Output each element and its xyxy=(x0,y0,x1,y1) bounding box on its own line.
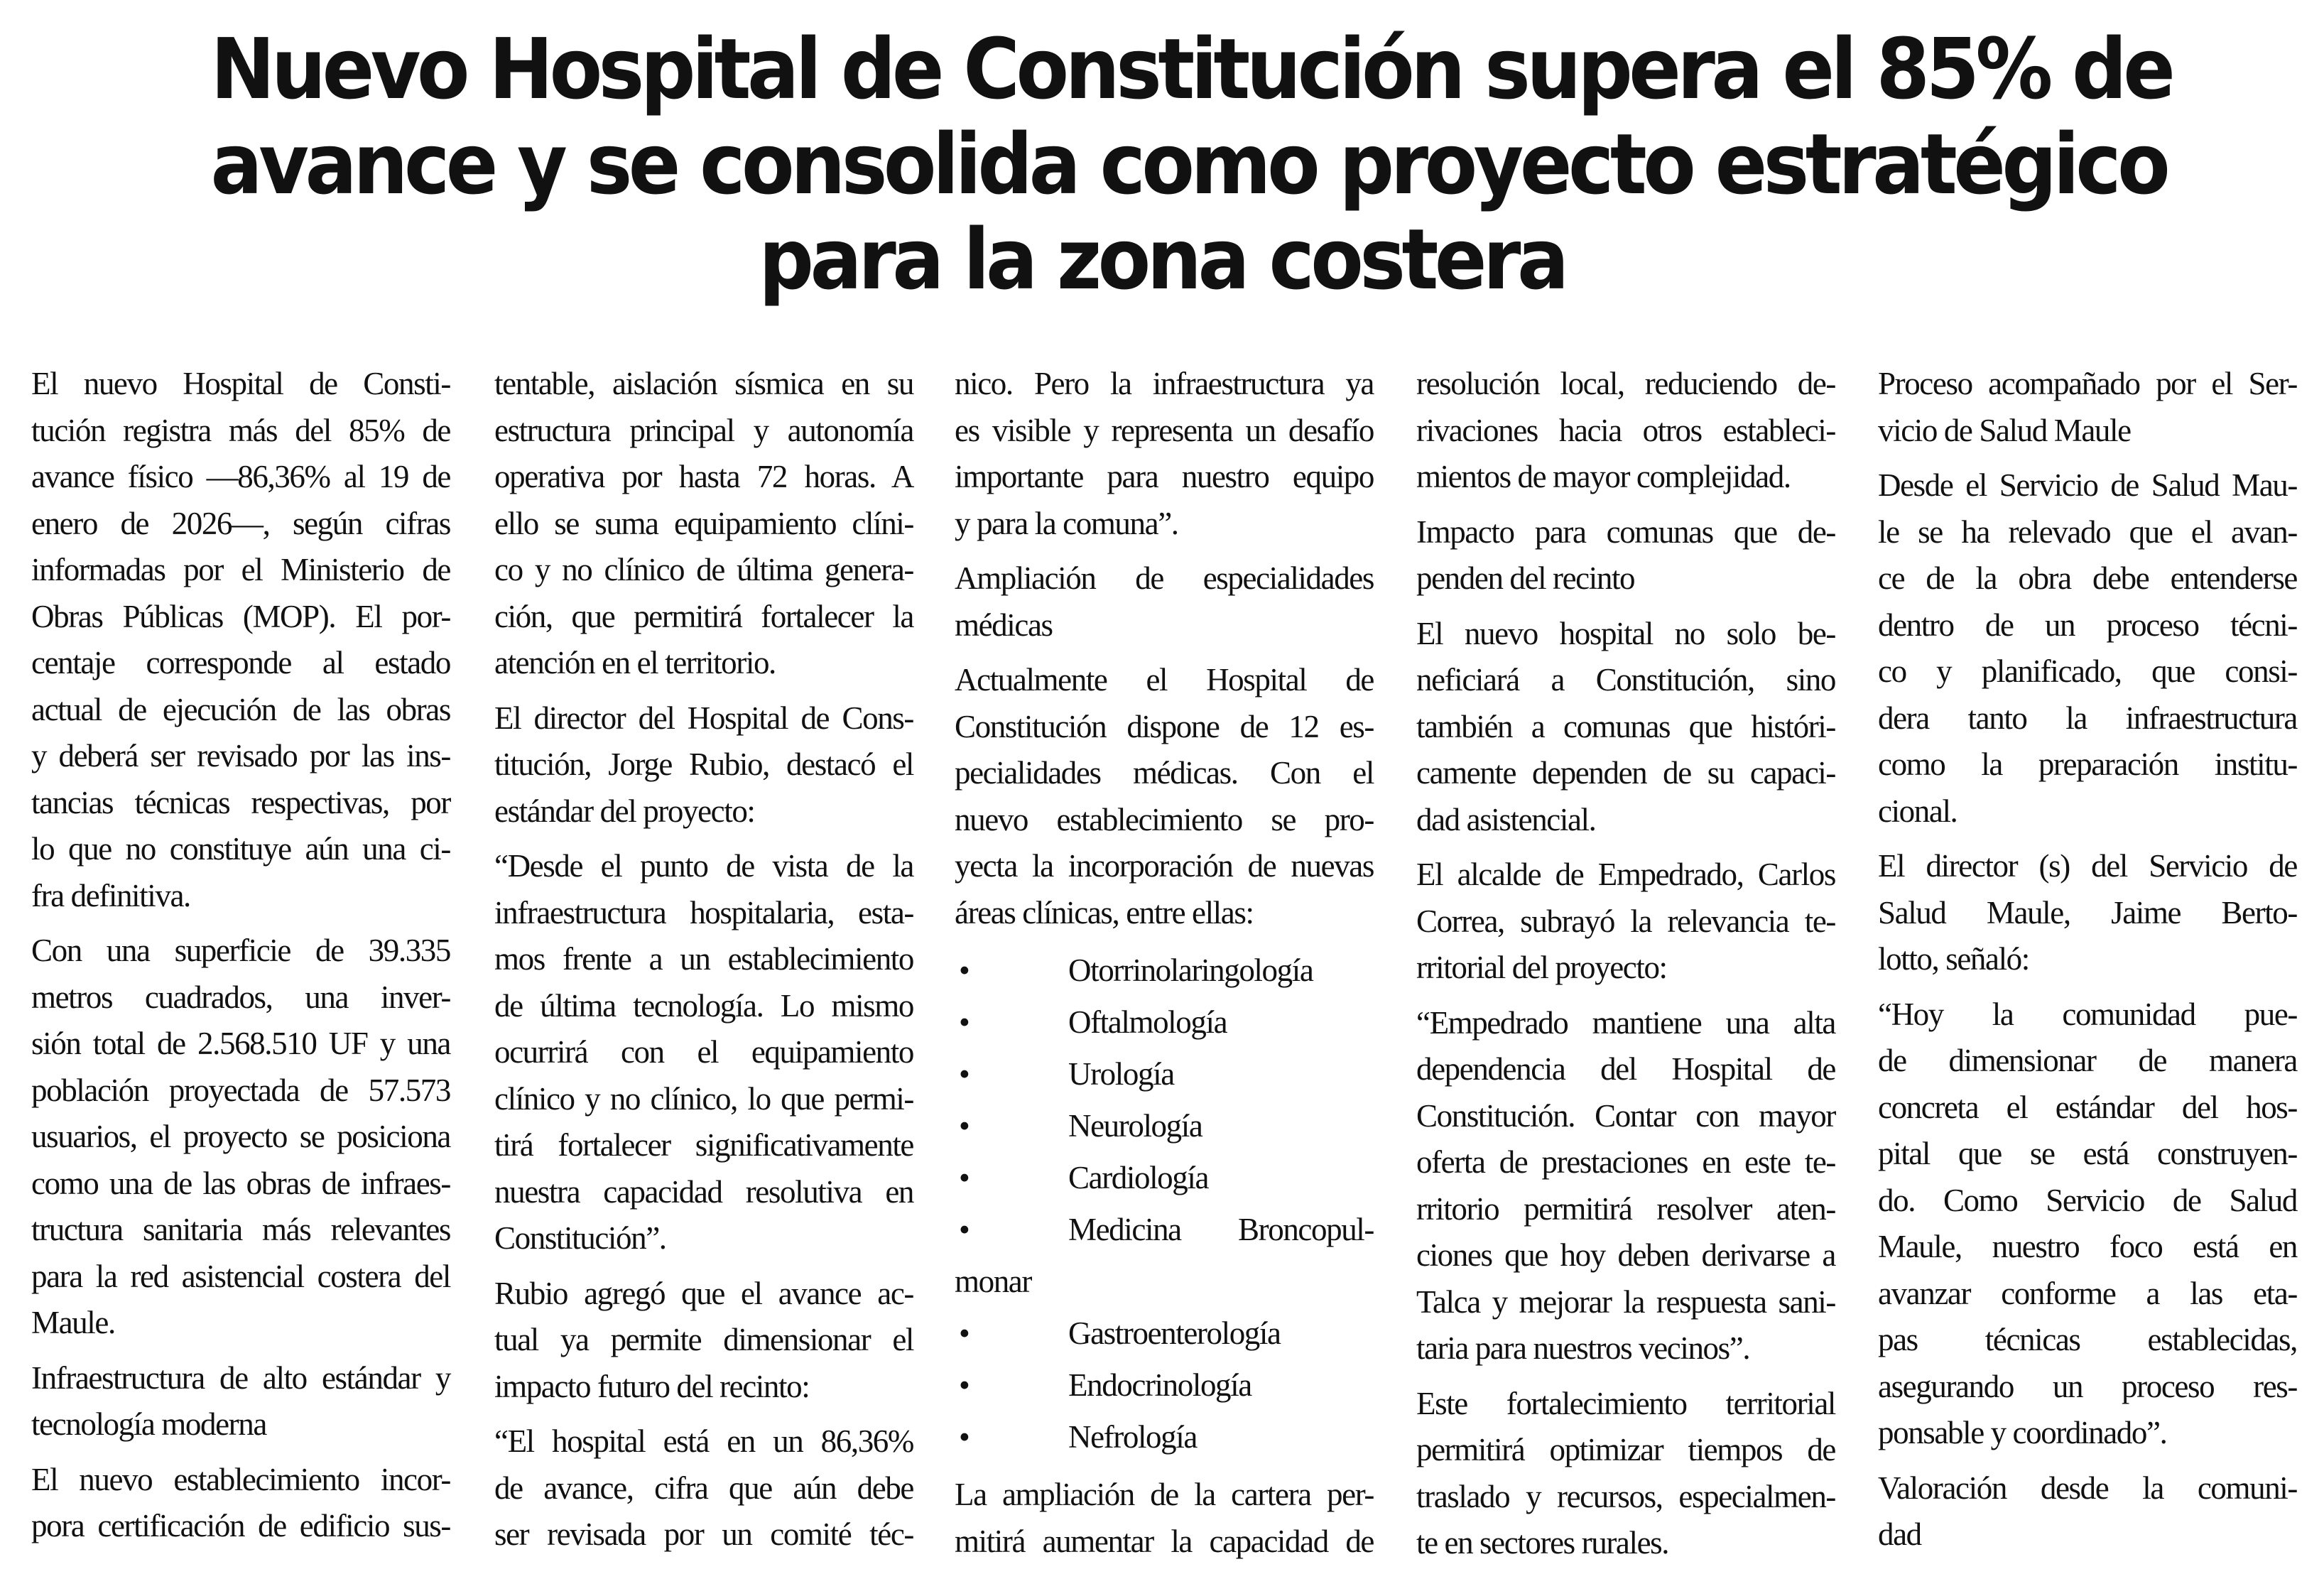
text-line: avance físico —86,36% al 19 de xyxy=(31,459,450,494)
paragraph xyxy=(31,1457,450,1550)
paragraph xyxy=(955,657,1374,936)
paragraph xyxy=(494,1271,913,1411)
quote xyxy=(494,1418,913,1558)
section-subheading xyxy=(1878,1465,2297,1558)
text-line: metros cuadrados, una inver- xyxy=(31,979,450,1015)
text-line: tirá fortalecer significativamente xyxy=(494,1127,913,1163)
article-headline xyxy=(210,20,2172,308)
bullet-icon: • xyxy=(959,1160,970,1195)
text-line: usuarios, el proyecto se posiciona xyxy=(31,1119,450,1154)
text-line: taria para nuestros vecinos”. xyxy=(1416,1330,1750,1366)
paragraph xyxy=(494,361,913,687)
text-line: pecialidades médicas. Con el xyxy=(955,755,1374,791)
text-line: ello se suma equipamiento clíni- xyxy=(494,505,913,541)
text-line: do. Como Servicio de Salud xyxy=(1878,1182,2297,1218)
text-line: pital que se está construyen- xyxy=(1878,1136,2297,1171)
text-line: concreta el estándar del hos- xyxy=(1878,1089,2297,1125)
list-item xyxy=(955,1204,1374,1256)
paragraph xyxy=(1416,852,1835,992)
text-line: ción, que permitirá fortalecer la xyxy=(494,598,913,634)
list-item xyxy=(955,1100,1374,1152)
text-line: cional. xyxy=(1878,793,1958,829)
text-line: mientos de mayor complejidad. xyxy=(1416,459,1791,494)
list-item-label: Neurología xyxy=(1068,1108,1202,1144)
text-line: tual ya permite dimensionar el xyxy=(494,1322,913,1357)
text-line: ser revisada por un comité téc- xyxy=(494,1516,913,1552)
text-line: para la red asistencial costera del xyxy=(31,1258,450,1294)
text-line: también a comunas que históri- xyxy=(1416,708,1835,744)
text-line: lotto, señaló: xyxy=(1878,941,2029,977)
section-subheading xyxy=(1416,509,1835,602)
list-item xyxy=(955,1359,1374,1411)
section-subheading xyxy=(955,555,1374,648)
text-line: El director (s) del Servicio de xyxy=(1878,848,2297,884)
text-line: dependencia del Hospital de xyxy=(1416,1051,1835,1087)
text-line: Este fortalecimiento territorial xyxy=(1416,1385,1835,1421)
paragraph xyxy=(1416,611,1835,844)
text-line: actual de ejecución de las obras xyxy=(31,691,450,727)
text-line: yecta la incorporación de nuevas xyxy=(955,848,1374,884)
list-item xyxy=(955,1048,1374,1100)
text-line: titución, Jorge Rubio, destacó el xyxy=(494,747,913,782)
text-line: como una de las obras de infraes- xyxy=(31,1165,450,1201)
text-line: penden del recinto xyxy=(1416,560,1635,596)
text-line: es visible y representa un desafío xyxy=(955,412,1374,448)
text-line: pas técnicas establecidas, xyxy=(1878,1322,2297,1357)
paragraph xyxy=(955,1472,1374,1565)
text-line: enero de 2026—, según cifras xyxy=(31,505,450,541)
text-line: Impacto para comunas que de- xyxy=(1416,514,1835,550)
text-line: fra definitiva. xyxy=(31,877,190,913)
text-line: Actualmente el Hospital de xyxy=(955,662,1374,698)
text-line: de avance, cifra que aún debe xyxy=(494,1470,913,1506)
text-line: ciones que hoy deben derivarse a xyxy=(1416,1237,1835,1273)
text-line: “Hoy la comunidad pue- xyxy=(1878,996,2297,1032)
text-line: co y planificado, que consi- xyxy=(1878,653,2297,689)
paragraph xyxy=(31,361,450,919)
text-line: nuestra capacidad resolutiva en xyxy=(494,1173,913,1210)
text-line: estructura principal y autonomía xyxy=(494,412,913,448)
text-line: Infraestructura de alto estándar y xyxy=(31,1359,450,1396)
headline-line: para la zona costera xyxy=(759,210,1565,308)
list-item xyxy=(955,1152,1374,1204)
text-line: operativa por hasta 72 horas. A xyxy=(494,459,913,494)
text-line: neficiará a Constitución, sino xyxy=(1416,662,1835,698)
text-line: oferta de prestaciones en este te- xyxy=(1416,1144,1835,1180)
bullet-icon: • xyxy=(959,1108,970,1144)
text-line: Desde el Servicio de Salud Mau- xyxy=(1878,467,2297,503)
text-line: ocurrirá con el equipamiento xyxy=(494,1034,913,1070)
paragraph xyxy=(31,928,450,1347)
text-line: tución registra más del 85% de xyxy=(31,412,450,448)
text-line: El alcalde de Empedrado, Carlos xyxy=(1416,857,1835,892)
article-column-5 xyxy=(1878,361,2297,1558)
list-item-label: Cardiología xyxy=(1068,1160,1209,1195)
list-item xyxy=(955,1411,1374,1463)
quote xyxy=(1416,1000,1835,1372)
paragraph xyxy=(1878,462,2297,835)
bullet-icon: • xyxy=(959,1419,970,1455)
article-column-4 xyxy=(1416,361,1835,1567)
text-line: lo que no constituye aún una ci- xyxy=(31,831,450,867)
specialties-list xyxy=(955,945,1374,1463)
article-column-3 xyxy=(955,361,1374,1565)
text-line: mos frente a un establecimiento xyxy=(494,941,913,977)
list-item-label: Otorrinolaringología xyxy=(1068,952,1313,988)
bullet-icon: • xyxy=(959,952,970,988)
section-subheading xyxy=(1878,361,2297,454)
text-line: médicas xyxy=(955,607,1053,643)
text-line: le se ha relevado que el avan- xyxy=(1878,514,2297,550)
paragraph xyxy=(1416,361,1835,501)
article-column-1 xyxy=(31,361,450,1550)
text-line: El nuevo Hospital de Consti- xyxy=(31,366,450,401)
quote xyxy=(1878,992,2297,1457)
paragraph xyxy=(1416,1381,1835,1567)
text-line: impacto futuro del recinto: xyxy=(494,1368,810,1404)
list-item xyxy=(955,1308,1374,1359)
text-line: áreas clínicas, entre ellas: xyxy=(955,894,1254,930)
text-line: “Empedrado mantiene una alta xyxy=(1416,1004,1835,1041)
bullet-icon: • xyxy=(959,1056,970,1092)
text-line: co y no clínico de última genera- xyxy=(494,552,913,587)
list-item-label: Urología xyxy=(1068,1056,1174,1092)
text-line: Ampliación de especialidades xyxy=(955,560,1374,596)
text-line: Obras Públicas (MOP). El por- xyxy=(31,598,450,634)
text-line: Constitución dispone de 12 es- xyxy=(955,708,1374,744)
text-line: avanzar conforme a las eta- xyxy=(1878,1275,2297,1311)
text-line: dentro de un proceso técni- xyxy=(1878,607,2297,643)
text-line: población proyectada de 57.573 xyxy=(31,1072,450,1108)
bullet-icon: • xyxy=(959,1004,970,1040)
text-line: Rubio agregó que el avance ac- xyxy=(494,1275,913,1311)
text-line: ce de la obra debe entenderse xyxy=(1878,560,2297,596)
text-line: Correa, subrayó la relevancia te- xyxy=(1416,903,1835,939)
text-line: nico. Pero la infraestructura ya xyxy=(955,366,1374,401)
quote xyxy=(955,361,1374,547)
paragraph xyxy=(494,695,913,835)
text-line: “El hospital está en un 86,36% xyxy=(494,1423,913,1459)
text-line: camente dependen de su capaci- xyxy=(1416,755,1835,791)
text-line: sión total de 2.568.510 UF y una xyxy=(31,1026,450,1061)
text-line: como la preparación institu- xyxy=(1878,747,2297,782)
text-line: “Desde el punto de vista de la xyxy=(494,848,913,884)
text-line: El nuevo establecimiento incor- xyxy=(31,1461,450,1497)
text-line: centaje corresponde al estado xyxy=(31,645,450,680)
text-line: estándar del proyecto: xyxy=(494,793,755,829)
text-line: rivaciones hacia otros estableci- xyxy=(1416,412,1835,448)
text-line: tentable, aislación sísmica en su xyxy=(494,366,913,401)
text-line: vicio de Salud Maule xyxy=(1878,412,2131,448)
headline-line: avance y se consolida como proyecto estratégico xyxy=(210,115,2167,213)
text-line: El nuevo hospital no solo be- xyxy=(1416,615,1835,651)
text-line: Salud Maule, Jaime Berto- xyxy=(1878,894,2297,930)
text-line: Valoración desde la comuni- xyxy=(1878,1470,2297,1506)
list-item xyxy=(955,997,1374,1048)
text-line: traslado y recursos, especialmen- xyxy=(1416,1478,1835,1514)
text-line: Constitución. Contar con mayor xyxy=(1416,1097,1835,1134)
text-line: te en sectores rurales. xyxy=(1416,1525,1669,1561)
text-line: Con una superficie de 39.335 xyxy=(31,933,450,968)
text-line: importante para nuestro equipo xyxy=(955,459,1374,494)
text-line: Maule. xyxy=(31,1305,115,1340)
text-line: asegurando un proceso res- xyxy=(1878,1368,2297,1404)
text-line: rritorio permitirá resolver aten- xyxy=(1416,1190,1835,1227)
text-line: tructura sanitaria más relevantes xyxy=(31,1212,450,1247)
text-line: dera tanto la infraestructura xyxy=(1878,700,2297,736)
text-line: ponsable y coordinado”. xyxy=(1878,1415,2167,1450)
text-line: y deberá ser revisado por las ins- xyxy=(31,738,450,774)
list-item-continuation: monar xyxy=(955,1264,1031,1299)
text-line: Talca y mejorar la respuesta sani- xyxy=(1416,1283,1835,1320)
bullet-icon: • xyxy=(959,1315,970,1351)
list-item xyxy=(955,945,1374,997)
text-line: y para la comuna”. xyxy=(955,505,1178,541)
text-line: mitirá aumentar la capacidad de xyxy=(955,1523,1374,1559)
text-line: El director del Hospital de Cons- xyxy=(494,700,913,736)
text-line: Maule, nuestro foco está en xyxy=(1878,1229,2297,1264)
list-item-label: Gastroenterología xyxy=(1068,1315,1281,1351)
text-line: Proceso acompañado por el Ser- xyxy=(1878,366,2297,401)
text-line: informadas por el Ministerio de xyxy=(31,552,450,587)
text-line: rritorial del proyecto: xyxy=(1416,950,1667,985)
article-column-2 xyxy=(494,361,913,1558)
text-line: pora certificación de edificio sus- xyxy=(31,1508,450,1543)
bullet-icon: • xyxy=(959,1212,970,1247)
text-line: clínico y no clínico, lo que permi- xyxy=(494,1080,913,1117)
text-line: de dimensionar de manera xyxy=(1878,1043,2297,1078)
quote xyxy=(494,843,913,1262)
text-line: dad xyxy=(1878,1516,1921,1552)
text-line: tancias técnicas respectivas, por xyxy=(31,784,450,820)
text-line: infraestructura hospitalaria, esta- xyxy=(494,894,913,930)
bullet-icon: • xyxy=(959,1367,970,1403)
text-line: nuevo establecimiento se pro- xyxy=(955,801,1374,837)
text-line: dad asistencial. xyxy=(1416,801,1596,837)
list-item-label: Endocrinología xyxy=(1068,1367,1251,1403)
list-item-label: Oftalmología xyxy=(1068,1004,1227,1040)
text-line: resolución local, reduciendo de- xyxy=(1416,366,1835,401)
text-line: La ampliación de la cartera per- xyxy=(955,1477,1374,1512)
text-line: de última tecnología. Lo mismo xyxy=(494,987,913,1024)
text-line: tecnología moderna xyxy=(31,1406,266,1442)
list-item-label: Medicina Broncopul- xyxy=(1068,1212,1374,1247)
text-line: atención en el territorio. xyxy=(494,645,776,680)
list-item-label: Nefrología xyxy=(1068,1419,1197,1455)
paragraph xyxy=(1878,843,2297,983)
text-line: Constitución”. xyxy=(494,1220,666,1256)
section-subheading xyxy=(31,1355,450,1448)
text-line: permitirá optimizar tiempos de xyxy=(1416,1432,1835,1467)
headline-line: Nuevo Hospital de Constitución supera el 85% de xyxy=(210,20,2172,118)
